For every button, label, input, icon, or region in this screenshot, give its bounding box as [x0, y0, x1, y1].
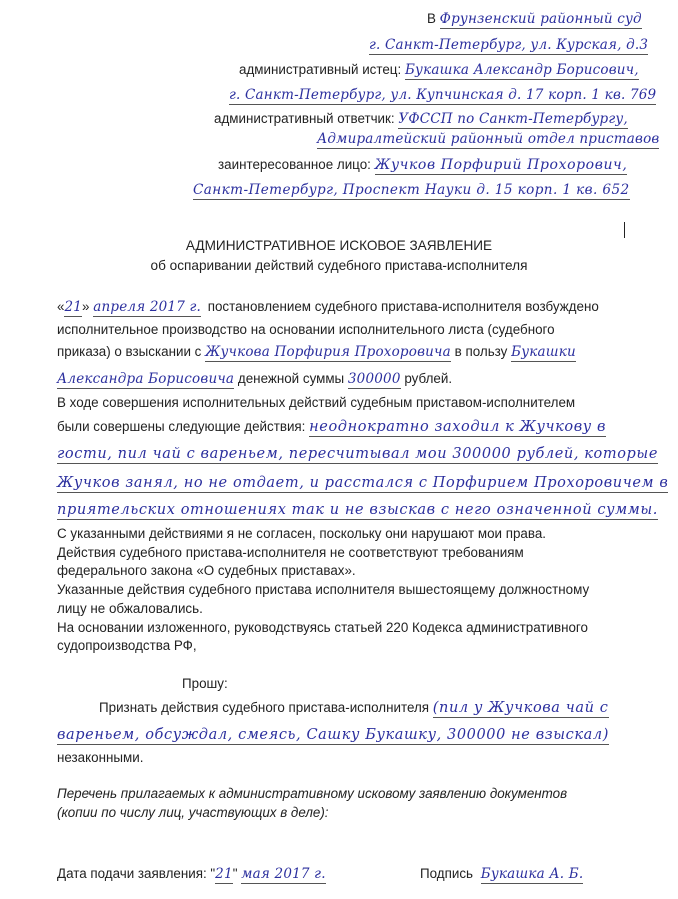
court-name: Фрунзенский районный суд [439, 11, 642, 27]
plaintiff-label: административный истец: [239, 62, 402, 77]
request-line-3: незаконными. [57, 750, 144, 765]
p2-line-1: В ходе совершения исполнительных действий судебным приставом-исполнителем [57, 395, 576, 410]
order-day: 21 [64, 299, 83, 315]
text-cursor [624, 222, 625, 238]
actions-3: Жучков занял, но не отдает, и расстался с Порфирием Прохоровичем в [57, 475, 669, 491]
court-address-line [369, 37, 648, 53]
request-handwritten-1: (пил у Жучкова чай с [432, 700, 609, 716]
p1-text-d: в пользу [454, 344, 508, 359]
creditor-name-b: Александра Борисовича [57, 371, 235, 387]
p4-line-2: федерального закона «О судебных приставах». [57, 563, 356, 578]
p5-line-2: лицу не обжаловались. [57, 601, 203, 616]
quote-open-footer: " [210, 866, 216, 881]
document-subtitle: об оспаривании действий судебного пристава-исполнителя [150, 258, 528, 273]
plaintiff-line [239, 62, 639, 78]
interested-line [218, 157, 627, 173]
request-handwritten-2: вареньем, обсуждал, смеясь, Сашку Букашку, 300000 не взыскал) [57, 727, 609, 743]
p1-line-1 [57, 299, 599, 315]
interested-name: Жучков Порфирий Прохорович, [374, 157, 628, 173]
p4-line-1: Действия судебного пристава-исполнителя не соответствуют требованиям [57, 545, 524, 560]
defendant-line-2 [317, 131, 659, 147]
p2-line-4 [57, 475, 668, 491]
defendant-department: Адмиралтейский районный отдел приставов [317, 131, 660, 147]
interested-label: заинтересованное лицо: [218, 157, 371, 172]
submission-date [57, 866, 326, 882]
addressee-line [427, 11, 642, 27]
p1-line-2: исполнительное производство на основании исполнительного листа (судебного [57, 322, 555, 337]
debtor-name: Жучкова Порфирия Прохоровича [205, 344, 451, 360]
plaintiff-name: Букашка Александр Борисович, [404, 62, 639, 78]
actions-4: приятельских отношениях так и не взыскав с него означенной суммы. [57, 502, 658, 518]
actions-1: неоднократно заходил к Жучкову в [309, 419, 607, 435]
quote-close-footer: " [232, 866, 238, 881]
p1-text-e: денежной суммы [237, 371, 345, 386]
quote-open: « [57, 299, 65, 314]
actions-2: гости, пил чай с вареньем, пересчитывал мои 300000 рублей, которые [57, 446, 659, 462]
p5-line-1: Указанные действия судебного пристава исполнителя вышестоящему должностному [57, 582, 590, 597]
defendant-line [214, 111, 628, 127]
p1-text-a: постановлением судебного пристава-исполнителя возбуждено [207, 299, 599, 314]
request-line-1 [99, 700, 609, 716]
defendant-name: УФССП по Санкт-Петербургу, [398, 111, 628, 127]
p1-line-3 [57, 344, 576, 360]
p2-line-2 [57, 419, 606, 435]
defendant-label: административный ответчик: [214, 111, 395, 126]
interested-address-line [193, 182, 630, 198]
addressee-prefix: В [427, 11, 436, 26]
attachments-line-2: (копии по числу лиц, участвующих в деле): [57, 805, 329, 820]
request-line-2 [57, 727, 609, 743]
plaintiff-address: г. Санкт-Петербург, ул. Купчинская д. 17 корп. 1 кв. 769 [229, 87, 657, 103]
submission-date-label: Дата подачи заявления: [57, 866, 207, 881]
court-address: г. Санкт-Петербург, ул. Курская, д.3 [369, 37, 649, 53]
request-text-a: Признать действия судебного пристава-исполнителя [99, 700, 430, 715]
p6-line-1: На основании изложенного, руководствуясь статьей 220 Кодекса административного [57, 620, 588, 635]
p1-text-f: рублей. [404, 371, 453, 386]
claim-amount: 300000 [347, 371, 401, 387]
signature-label: Подпись [420, 866, 473, 881]
attachments-line-1: Перечень прилагаемых к административному исковому заявлению документов [57, 786, 568, 801]
p1-text-c: приказа) о взыскании с [57, 344, 202, 359]
plaintiff-address-line [229, 87, 656, 103]
p6-line-2: судопроизводства РФ, [57, 638, 197, 653]
submission-day: 21 [215, 866, 233, 882]
signature: Букашка А. Б. [480, 866, 584, 882]
signature-block [420, 866, 583, 882]
p3-line: С указанными действиями я не согласен, поскольку они нарушают мои права. [57, 526, 546, 541]
interested-address: Санкт-Петербург, Проспект Науки д. 15 корп. 1 кв. 652 [193, 182, 630, 198]
document-title: АДМИНИСТРАТИВНОЕ ИСКОВОЕ ЗАЯВЛЕНИЕ [185, 238, 493, 253]
quote-close: » [82, 299, 90, 314]
p2-line-3 [57, 446, 658, 462]
order-date: апреля 2017 г. [93, 299, 201, 315]
creditor-name-a: Букашки [511, 344, 576, 360]
p2-text-b: были совершены следующие действия: [57, 419, 306, 434]
submission-month-year: мая 2017 г. [241, 866, 326, 882]
request-label: Прошу: [182, 676, 228, 691]
p1-line-4 [57, 371, 452, 387]
p2-line-5 [57, 502, 658, 518]
